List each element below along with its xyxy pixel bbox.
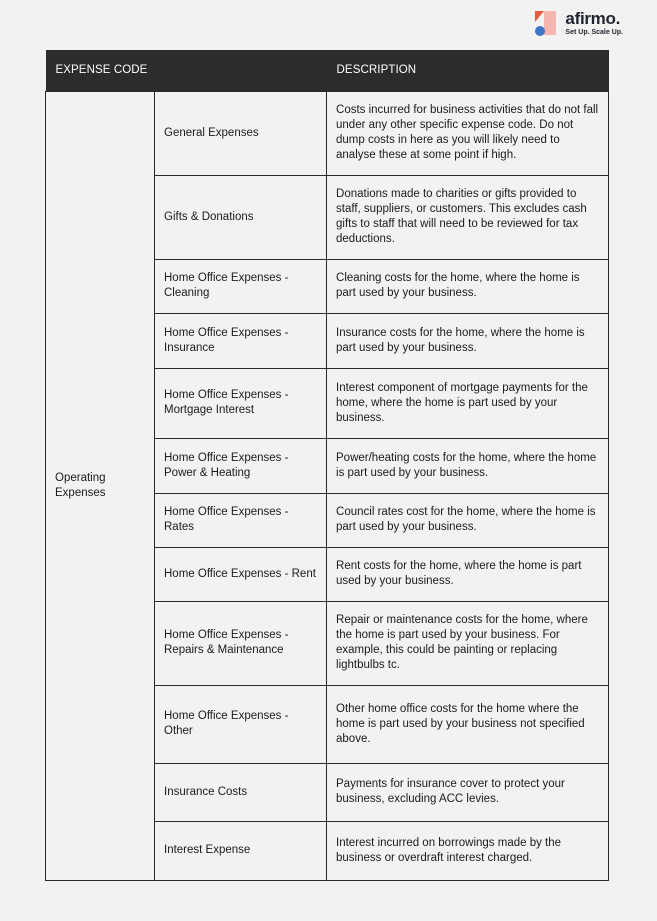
category-operating-expenses: Operating Expenses <box>46 91 155 880</box>
expense-description: Interest incurred on borrowings made by the business or overdraft interest charged. <box>327 821 609 880</box>
expense-description: Other home office costs for the home where the home is part used by your business not specified above. <box>327 685 609 763</box>
expense-description: Repair or maintenance costs for the home, where the home is part used by your business. For example, this could be painting or replacing lightbulbs tc. <box>327 601 609 685</box>
expense-name: Home Office Expenses - Cleaning <box>155 259 327 313</box>
expense-name: Home Office Expenses - Insurance <box>155 313 327 368</box>
expense-name: Insurance Costs <box>155 763 327 821</box>
expense-code-table <box>45 50 609 881</box>
expense-name: Home Office Expenses - Power & Heating <box>155 438 327 493</box>
header-expense-code: EXPENSE CODE <box>46 50 327 91</box>
expense-description: Council rates cost for the home, where the home is part used by your business. <box>327 493 609 547</box>
expense-description: Cleaning costs for the home, where the home is part used by your business. <box>327 259 609 313</box>
table-header-row <box>46 50 609 91</box>
header-description: DESCRIPTION <box>327 50 609 91</box>
expense-description: Payments for insurance cover to protect your business, excluding ACC levies. <box>327 763 609 821</box>
expense-description: Power/heating costs for the home, where the home is part used by your business. <box>327 438 609 493</box>
expense-name: General Expenses <box>155 91 327 175</box>
logo-tagline: Set Up. Scale Up. <box>565 29 623 36</box>
expense-description: Interest component of mortgage payments for the home, where the home is part used by your business. <box>327 368 609 438</box>
expense-description: Rent costs for the home, where the home is part used by your business. <box>327 547 609 601</box>
expense-name: Gifts & Donations <box>155 175 327 259</box>
logo-name: afirmo. <box>565 9 620 28</box>
expense-name: Home Office Expenses - Repairs & Maintenance <box>155 601 327 685</box>
expense-name: Home Office Expenses - Rates <box>155 493 327 547</box>
expense-description: Costs incurred for business activities that do not fall under any other specific expense code. Do not dump costs in here as you will likely need to analyse these at some point if high. <box>327 91 609 175</box>
expense-description: Insurance costs for the home, where the home is part used by your business. <box>327 313 609 368</box>
expense-name: Home Office Expenses - Rent <box>155 547 327 601</box>
expense-description: Donations made to charities or gifts provided to staff, suppliers, or customers. This excludes cash gifts to staff that will need to be reviewed for tax deductions. <box>327 175 609 259</box>
table-row <box>46 91 609 175</box>
afirmo-logo-mark-icon <box>535 10 559 36</box>
afirmo-logo <box>535 10 623 36</box>
expense-name: Home Office Expenses - Other <box>155 685 327 763</box>
expense-name: Home Office Expenses - Mortgage Interest <box>155 368 327 438</box>
expense-name: Interest Expense <box>155 821 327 880</box>
